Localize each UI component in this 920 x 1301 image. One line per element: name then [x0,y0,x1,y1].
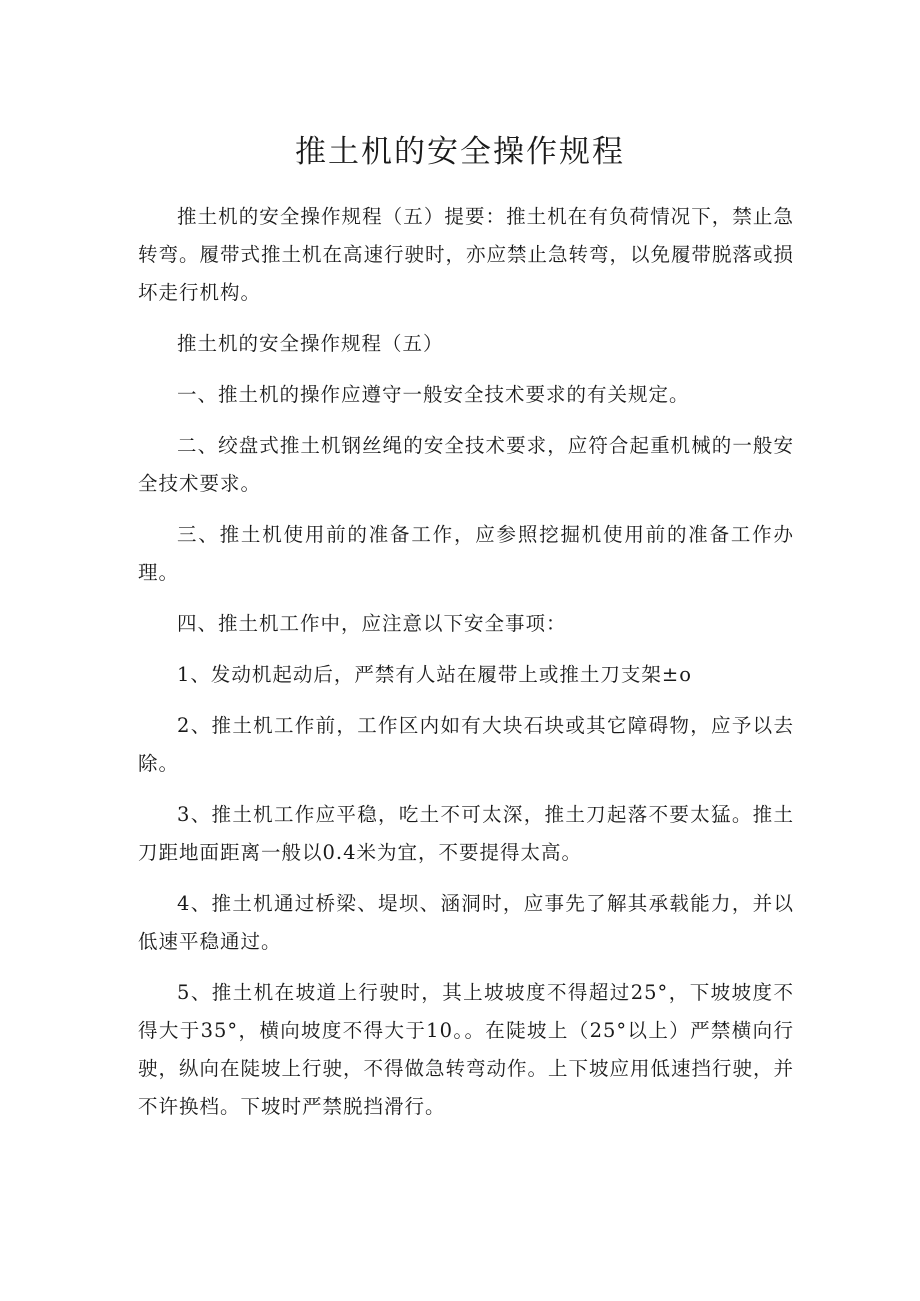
rule-paragraph-1: 一、推土机的操作应遵守一般安全技术要求的有关规定。 [177,383,690,406]
rule-paragraph-2: 二、绞盘式推土机钢丝绳的安全技术要求，应符合起重机械的一般安全技术要求。 [138,434,794,495]
safety-item-1: 1、发动机起动后，严禁有人站在履带上或推土刀支架±o [177,663,692,686]
document-body [138,198,794,1139]
safety-item-3: 3、推土机工作应平稳，吃土不可太深，推土刀起落不要太猛。推土刀距地面距离一般以0.4米为宜，不要提得太高。 [138,803,794,864]
rule-paragraph-3: 三、推土机使用前的准备工作，应参照挖掘机使用前的准备工作办理。 [138,523,794,584]
safety-item-2: 2、推土机工作前，工作区内如有大块石块或其它障碍物，应予以去除。 [138,714,794,775]
section-heading: 推土机的安全操作规程（五） [177,332,444,355]
rule-paragraph-4: 四、推土机工作中，应注意以下安全事项： [177,612,567,635]
document-title: 推土机的安全操作规程 [295,134,625,170]
safety-item-5: 5、推土机在坡道上行驶时，其上坡坡度不得超过25°，下坡坡度不得大于35°，横向坡度不得大于10。。在陡坡上（25°以上）严禁横向行驶，纵向在陡坡上行驶，不得做急转弯动作。上下坡应用低速挡行驶，并不许换档。下坡时严禁脱挡滑行。 [138,981,795,1118]
safety-item-4: 4、推土机通过桥梁、堤坝、涵洞时，应事先了解其承载能力，并以低速平稳通过。 [138,892,794,953]
summary-paragraph: 推土机的安全操作规程（五）提要：推土机在有负荷情况下，禁止急转弯。履带式推土机在高速行驶时，亦应禁止急转弯，以免履带脱落或损坏走行机构。 [138,205,795,304]
